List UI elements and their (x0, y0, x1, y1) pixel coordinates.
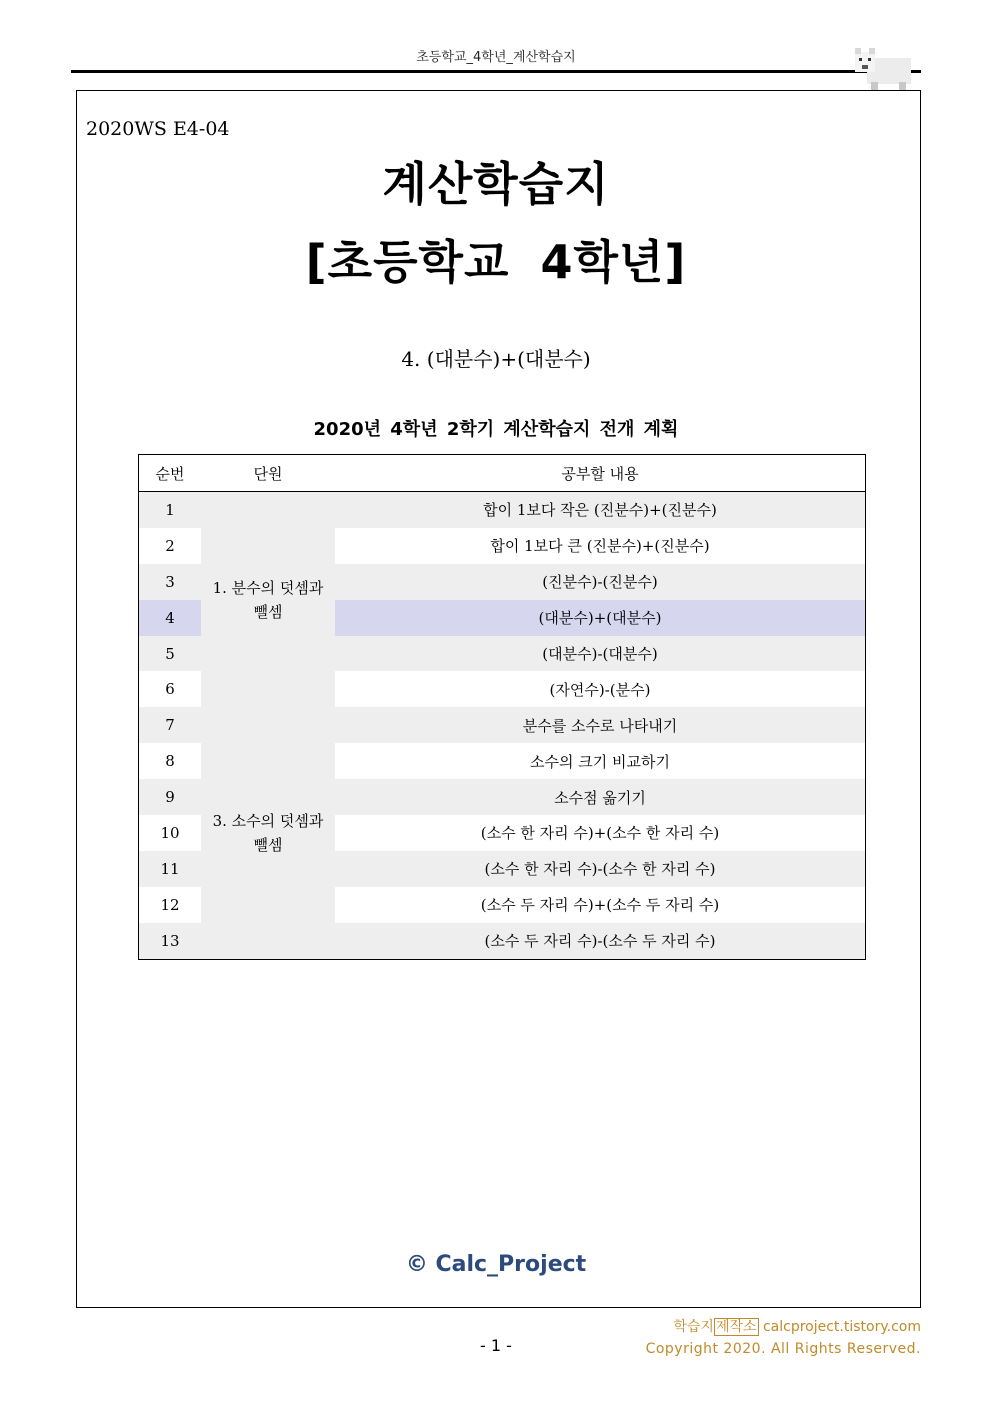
polar-bear-icon (853, 48, 913, 96)
row-content: 소수의 크기 비교하기 (335, 743, 866, 779)
running-header: 초등학교_4학년_계산학습지 (416, 50, 576, 65)
table-row (139, 492, 866, 528)
row-number: 5 (139, 636, 202, 672)
row-content: 합이 1보다 큰 (진분수)+(진분수) (335, 528, 866, 564)
copyright-mark: © Calc_Project (405, 1252, 587, 1277)
unit-label: 1. 분수의 덧셈과 (212, 578, 324, 597)
row-content: (자연수)-(분수) (335, 671, 866, 707)
row-number: 9 (139, 779, 202, 815)
worksheet-subtitle: 4. (대분수)+(대분수) (401, 347, 591, 371)
row-content: (진분수)-(진분수) (335, 564, 866, 600)
site-credit (673, 1316, 921, 1336)
row-number: 8 (139, 743, 202, 779)
row-content: (소수 한 자리 수)-(소수 한 자리 수) (335, 851, 866, 887)
row-content: 분수를 소수로 나타내기 (335, 707, 866, 743)
row-content: (소수 두 자리 수)-(소수 두 자리 수) (335, 923, 866, 959)
row-number: 10 (139, 815, 202, 851)
header-unit: 단원 (201, 455, 335, 492)
header-content: 공부할 내용 (335, 455, 866, 492)
site-url-link[interactable]: calcproject.tistory.com (762, 1319, 921, 1335)
row-number: 13 (139, 923, 202, 959)
page-number: - 1 - (480, 1336, 512, 1355)
site-prefix: 학습지 (673, 1319, 714, 1335)
unit-label: 뺄셈 (253, 602, 283, 621)
row-content: (대분수)-(대분수) (335, 636, 866, 672)
worksheet-grade: [초등학교 4학년] (305, 235, 687, 289)
row-number: 11 (139, 851, 202, 887)
row-number: 1 (139, 492, 202, 528)
row-content: (대분수)+(대분수) (335, 600, 866, 636)
unit-label: 뺄셈 (253, 835, 283, 854)
worksheet-title: 계산학습지 (382, 157, 610, 211)
plan-title: 2020년 4학년 2학기 계산학습지 전개 계획 (313, 419, 679, 440)
table-row (139, 707, 866, 743)
header-rule (71, 70, 921, 73)
row-content: 소수점 옮기기 (335, 779, 866, 815)
plan-table (138, 454, 866, 960)
row-content: (소수 한 자리 수)+(소수 한 자리 수) (335, 815, 866, 851)
row-content: 합이 1보다 작은 (진분수)+(진분수) (335, 492, 866, 528)
rights-notice: Copyright 2020. All Rights Reserved. (645, 1341, 921, 1357)
row-number: 3 (139, 564, 202, 600)
unit-label: 3. 소수의 덧셈과 (212, 811, 324, 830)
site-boxed-label: 제작소 (715, 1319, 757, 1335)
header-number: 순번 (139, 455, 202, 492)
worksheet-code: 2020WS E4-04 (86, 118, 230, 140)
row-number: 6 (139, 671, 202, 707)
row-content: (소수 두 자리 수)+(소수 두 자리 수) (335, 887, 866, 923)
row-number: 4 (139, 600, 202, 636)
unit-fraction (201, 492, 335, 708)
row-number: 12 (139, 887, 202, 923)
plan-header-row (139, 455, 866, 492)
row-number: 2 (139, 528, 202, 564)
row-number: 7 (139, 707, 202, 743)
unit-decimal (201, 707, 335, 959)
